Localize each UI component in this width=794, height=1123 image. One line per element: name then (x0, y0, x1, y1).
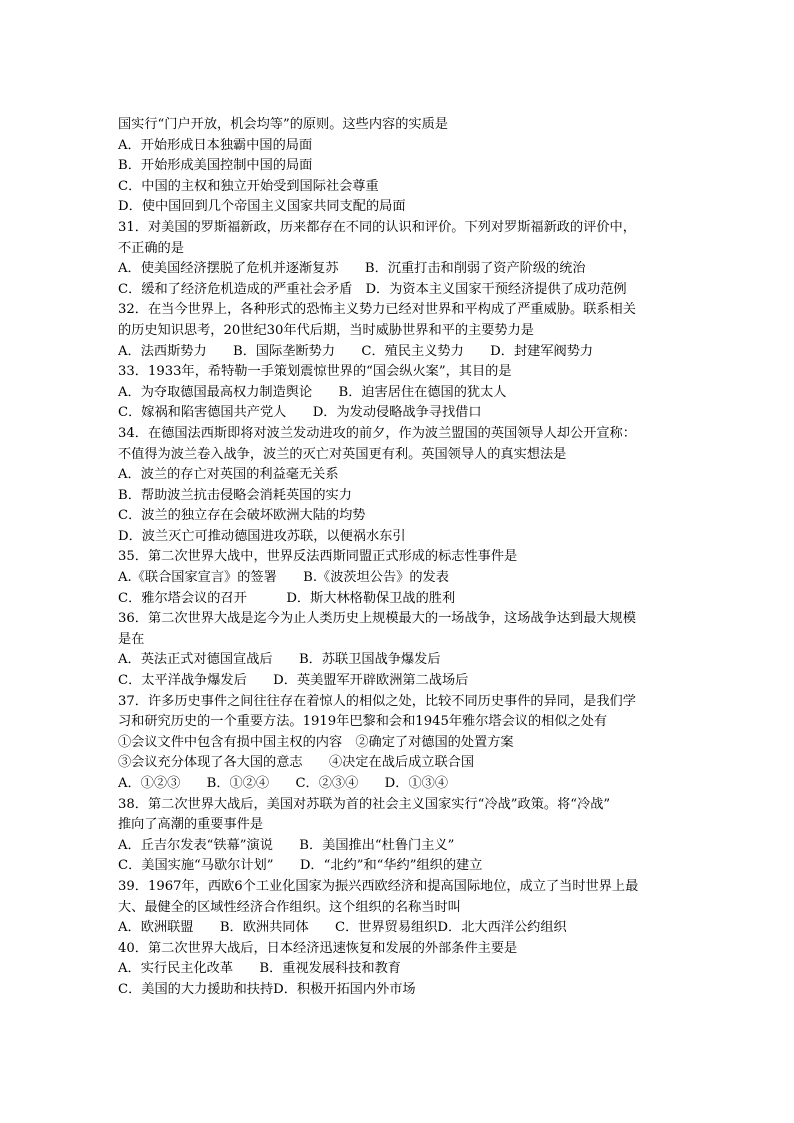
text-line: 的历史知识思考，20世纪30年代后期，当时威胁世界和平的主要势力是 (118, 322, 534, 338)
text-line: C．美国实施“马歇尔计划” D．“北约”和“华约”组织的建立 (118, 858, 483, 874)
text-line: 32．在当今世界上，各种形式的恐怖主义势力已经对世界和平构成了严重威胁。联系相关 (118, 302, 636, 318)
text-line: C．美国的大力援助和扶持D．积极开拓国内外市场 (118, 981, 416, 997)
text-line: ①会议文件中包含有损中国主权的内容 ②确定了对德国的处置方案 (118, 734, 514, 750)
text-line: A．①②③ B．①②④ C．②③④ D．①③④ (118, 776, 449, 791)
text-line: D．使中国回到几个帝国主义国家共同支配的局面 (118, 199, 406, 215)
text-line: C．缓和了经济危机造成的严重社会矛盾 D．为资本主义国家干预经济提供了成功范例 (118, 281, 627, 297)
text-line: C．嫁祸和陷害德国共产党人 D．为发动侵略战争寻找借口 (118, 405, 482, 421)
text-line: A．丘吉尔发表“铁幕”演说 B．美国推出“杜鲁门主义” (118, 837, 455, 853)
exam-page (118, 115, 678, 1001)
text-line: A．实行民主化改革 B．重视发展科技和教育 (118, 961, 401, 977)
text-line: 推向了高潮的重要事件是 (118, 817, 264, 833)
text-line: A．法西斯势力 B．国际垄断势力 C．殖民主义势力 D．封建军阀势力 (118, 343, 594, 359)
text-line: A.《联合国家宣言》的签署 B.《波茨坦公告》的发表 (118, 570, 449, 586)
text-line: 大、最健全的区域性经济合作组织。这个组织的名称当时叫 (118, 899, 461, 915)
text-line: 38．第二次世界大战后，美国对苏联为首的社会主义国家实行“冷战”政策。将“冷战” (118, 796, 611, 812)
text-line: 40．第二次世界大战后，日本经济迅速恢复和发展的外部条件主要是 (118, 940, 518, 956)
text-line: 36．第二次世界大战是迄今为止人类历史上规模最大的一场战争，这场战争达到最大规模 (118, 611, 636, 627)
text-line: B．帮助波兰抗击侵略会消耗英国的实力 (118, 487, 352, 503)
text-line: 35．第二次世界大战中，世界反法西斯同盟正式形成的标志性事件是 (118, 549, 518, 565)
text-line: C．波兰的独立存在会破坏欧洲大陆的均势 (118, 508, 366, 524)
text-line: C．中国的主权和独立开始受到国际社会尊重 (118, 178, 379, 194)
text-line: 习和研究历史的一个重要方法。1919年巴黎和会和1945年雅尔塔会议的相似之处有 (118, 714, 608, 730)
text-line: A．使美国经济摆脱了危机并逐渐复苏 B．沉重打击和削弱了资产阶级的统治 (118, 261, 586, 277)
text-line: 34．在德国法西斯即将对波兰发动进攻的前夕，作为波兰盟国的英国领导人却公开宣称： (118, 425, 636, 441)
text-line: 37．许多历史事件之间往往存在着惊人的相似之处，比较不同历史事件的异同，是我们学 (118, 693, 636, 709)
text-line: B．开始形成美国控制中国的局面 (118, 158, 313, 174)
text-line: 是在 (118, 631, 145, 647)
text-line: ③会议充分体现了各大国的意志 ④决定在战后成立联合国 (118, 755, 475, 771)
text-line: A．开始形成日本独霸中国的局面 (118, 137, 313, 153)
text-line: C．雅尔塔会议的召开 D．斯大林格勒保卫战的胜利 (118, 590, 456, 606)
text-line: A．波兰的存亡对英国的利益毫无关系 (118, 467, 339, 483)
text-line: D．波兰灭亡可推动德国进攻苏联，以便祸水东引 (118, 528, 406, 544)
text-line: A．为夺取德国最高权力制造舆论 B．迫害居住在德国的犹太人 (118, 384, 507, 400)
text-line: 国实行“门户开放，机会均等”的原则。这些内容的实质是 (118, 117, 448, 132)
text-line: 33．1933年，希特勒一手策划震惊世界的“国会纵火案”，其目的是 (118, 364, 512, 380)
text-line: A．欧洲联盟 B．欧洲共同体 C．世界贸易组织D．北大西洋公约组织 (118, 920, 567, 936)
text-line: 不值得为波兰卷入战争，波兰的灭亡对英国更有利。英国领导人的真实想法是 (118, 446, 567, 462)
text-line: 39．1967年，西欧6个工业化国家为振兴西欧经济和提高国际地位，成立了当时世界上最 (118, 878, 639, 894)
text-line: 不正确的是 (118, 240, 184, 256)
text-line: 31．对美国的罗斯福新政，历来都存在不同的认识和评价。下列对罗斯福新政的评价中， (118, 219, 636, 235)
text-line: C．太平洋战争爆发后 D．英美盟军开辟欧洲第二战场后 (118, 673, 469, 689)
text-line: A．英法正式对德国宣战后 B．苏联卫国战争爆发后 (118, 652, 441, 668)
